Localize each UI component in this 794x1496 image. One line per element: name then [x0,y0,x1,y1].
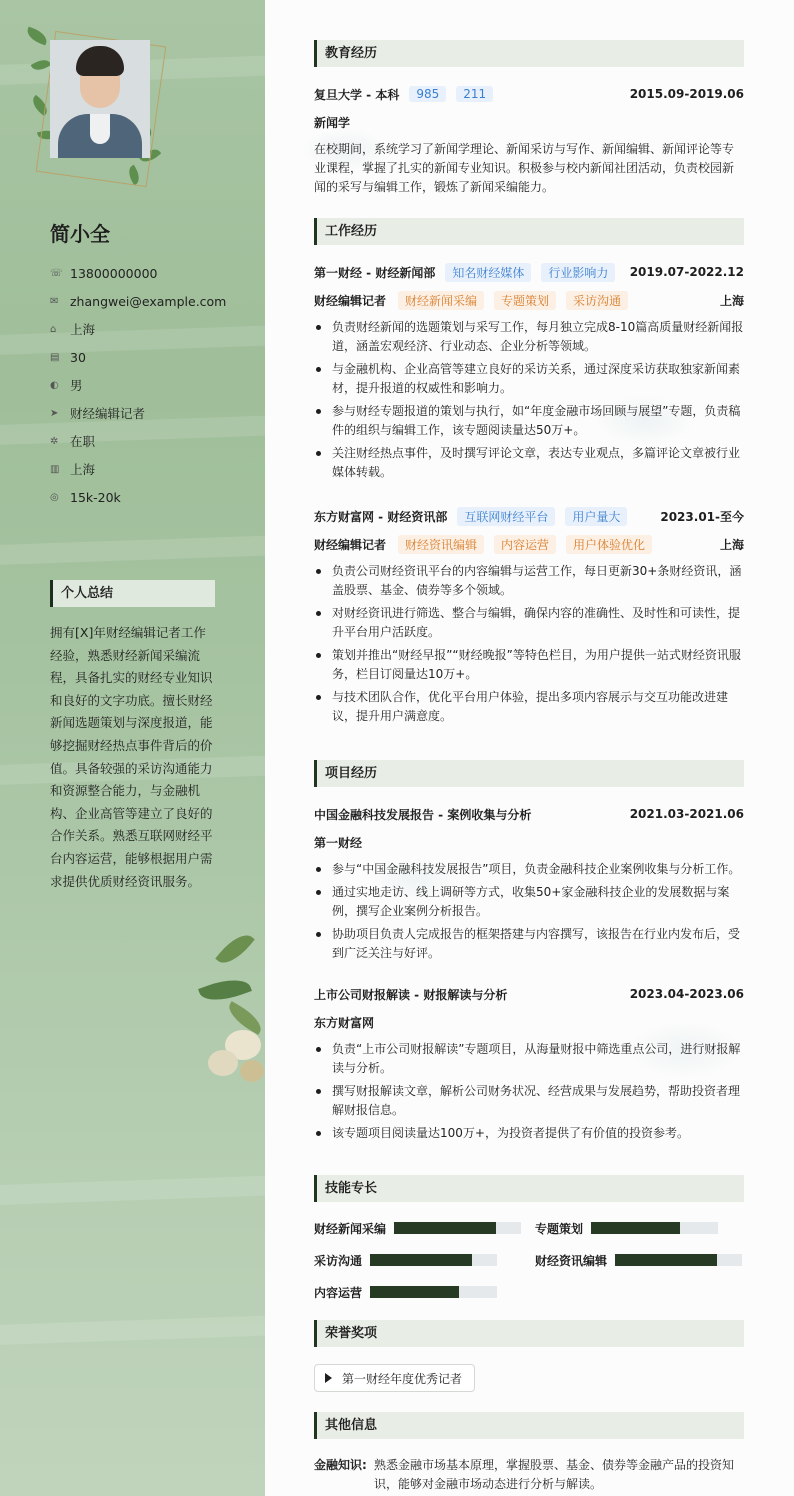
section-other-title: 其他信息 [314,1412,744,1439]
job-2-role-row [314,534,744,554]
job-1-skill: 专题策划 [494,291,556,310]
list-item: 与金融机构、企业高管等建立良好的采访关系，通过深度采访获取独家新闻素材，提升报道的权威性和影响力。 [314,360,744,398]
list-item: 负责公司财经资讯平台的内容编辑与运营工作，每日更新30+条财经资讯，涵盖股票、基金、债券等多个领域。 [314,562,744,600]
mail-icon: ✉ [50,295,59,307]
info-age: ▤ 30 [50,349,86,365]
job-1-tag: 行业影响力 [541,263,615,282]
skill-item [535,1218,718,1238]
sidebar [0,0,265,1496]
major-row [314,112,744,132]
job-2-role: 财经编辑记者 [314,537,387,552]
avatar-frame [30,20,175,200]
job-1-date: 2019.07-2022.12 [629,265,744,279]
skill-bar-fill [394,1222,496,1234]
skill-item [535,1250,742,1270]
project-1-org: 第一财经 [314,835,363,850]
skill-bar-fill [615,1254,717,1266]
job-2-skill: 用户体验优化 [566,535,652,554]
info-city: ▥ 上海 [50,462,96,477]
cake-icon: ▤ [50,351,60,363]
project-1-header [314,804,744,824]
job-1-skill: 财经新闻采编 [398,291,484,310]
info-gender: ◐ 男 [50,378,83,393]
job-2-tag: 互联网财经平台 [457,507,555,526]
list-item: 通过实地走访、线上调研等方式，收集50+家金融科技企业的发展数据与案例，撰写企业案例分析报告。 [314,883,744,921]
school-name: 复旦大学 - 本科 [314,87,400,102]
building-icon: ▥ [50,463,60,475]
job-1-bullets [314,318,744,486]
info-status: ✲ 在职 [50,434,96,449]
job-2-header [314,506,744,526]
phone-icon: ☏ [50,267,63,279]
skill-item [314,1218,521,1238]
project-2-header [314,984,744,1004]
award-item[interactable] [314,1364,475,1392]
list-item: 参与“中国金融科技发展报告”项目，负责金融科技企业案例收集与分析工作。 [314,860,744,879]
section-awards-title: 荣誉奖项 [314,1320,744,1347]
job-1-company: 第一财经 - 财经新闻部 [314,265,436,280]
list-item: 协助项目负责人完成报告的框架搭建与内容撰写，该报告在行业内发布后，受到广泛关注与好评。 [314,925,744,963]
contact-info-list [50,259,255,511]
job-2-skill: 财经资讯编辑 [398,535,484,554]
list-item: 负责“上市公司财报解读”专题项目，从海量财报中筛选重点公司，进行财报解读与分析。 [314,1040,744,1078]
job-2-bullets [314,562,744,730]
skill-bar [370,1254,497,1266]
send-icon: ➤ [50,407,59,419]
project-1-name: 中国金融科技发展报告 - 案例收集与分析 [314,807,532,822]
job-1-city: 上海 [719,293,744,308]
job-2-company: 东方财富网 - 财经资讯部 [314,509,448,524]
list-item: 该专题项目阅读量达100万+，为投资者提供了有价值的投资参考。 [314,1124,744,1143]
skill-bar-fill [370,1286,459,1298]
skill-item [314,1282,497,1302]
skill-bar [615,1254,742,1266]
info-salary: ◎ 15k-20k [50,489,121,505]
section-work-title: 工作经历 [314,218,744,245]
skill-item [314,1250,497,1270]
candidate-name: 简小全 [50,222,110,246]
list-item: 参与财经专题报道的策划与执行，如“年度金融市场回顾与展望”专题，负责稿件的组织与编辑工作，该专题阅读量达50万+。 [314,402,744,440]
skill-label: 内容运营 [314,1285,363,1300]
education-header [314,84,744,104]
info-position: ➤ 财经编辑记者 [50,406,146,421]
project-2-org: 东方财富网 [314,1015,375,1030]
section-projects-title: 项目经历 [314,760,744,787]
skill-bar-fill [591,1222,680,1234]
skill-bar [394,1222,521,1234]
info-phone: ☏ 13800000000 [50,265,158,281]
play-icon [325,1373,332,1383]
avatar [50,40,150,158]
project-2-bullets [314,1040,744,1147]
job-1-role: 财经编辑记者 [314,293,387,308]
skill-label: 财经资讯编辑 [535,1253,608,1268]
job-1-tag: 知名财经媒体 [445,263,531,282]
list-item: 策划并推出“财经早报”“财经晚报”等特色栏目，为用户提供一站式财经资讯服务，栏目订阅量达10万+。 [314,646,744,684]
award-label: 第一财经年度优秀记者 [342,1371,463,1386]
list-item: 负责财经新闻的选题策划与采写工作，每月独立完成8-10篇高质量财经新闻报道，涵盖宏观经济、行业动态、企业分析等领域。 [314,318,744,356]
skill-bar-fill [370,1254,472,1266]
skill-bar [591,1222,718,1234]
other-info-text: 熟悉金融市场基本原理，掌握股票、基金、债券等金融产品的投资知识，能够对金融市场动态进行分析与解读。 [374,1458,735,1491]
job-2-tag: 用户量大 [565,507,627,526]
tag-211: 211 [456,86,493,102]
project-1-date: 2021.03-2021.06 [629,807,744,821]
list-item: 与技术团队合作，优化平台用户体验，提出多项内容展示与交互功能改进建议，提升用户满意度。 [314,688,744,726]
skill-label: 财经新闻采编 [314,1221,387,1236]
education-date: 2015.09-2019.06 [629,87,744,101]
summary-text: 拥有[X]年财经编辑记者工作经验，熟悉财经新闻采编流程，具备扎实的财经专业知识和良好的文字功底。擅长财经新闻选题策划与深度报道，能够挖掘财经热点事件背后的价值。具备较强的采访沟通能力和资源整合能力，与金融机构、企业高管等建立了良好的合作关系。熟悉互联网财经平台内容运营，能够根据用户需求提供优质财经资讯服务。 [50,625,213,889]
skill-label: 采访沟通 [314,1253,363,1268]
section-skills-title: 技能专长 [314,1175,744,1202]
tag-985: 985 [409,86,446,102]
project-1-org-row [314,832,744,852]
education-desc: 在校期间，系统学习了新闻学理论、新闻采访与写作、新闻编辑、新闻评论等专业课程，掌握了扎实的新闻专业知识。积极参与校内新闻社团活动，负责校园新闻的采写与编辑工作，锻炼了新闻采编能力。 [314,142,735,194]
list-item: 撰写财报解读文章，解析公司财务状况、经营成果与发展趋势，帮助投资者理解财报信息。 [314,1082,744,1120]
other-info-row [314,1456,744,1494]
skill-bar [370,1286,497,1298]
project-2-date: 2023.04-2023.06 [629,987,744,1001]
summary-title: 个人总结 [50,580,215,607]
project-2-name: 上市公司财报解读 - 财报解读与分析 [314,987,508,1002]
job-2-date: 2023.01-至今 [660,509,744,524]
project-2-org-row [314,1012,744,1032]
list-item: 对财经资讯进行筛选、整合与编辑，确保内容的准确性、及时性和可读性，提升平台用户活跃度。 [314,604,744,642]
info-residence: ⌂ 上海 [50,322,96,337]
salary-icon: ◎ [50,491,59,503]
gender-icon: ◐ [50,379,59,391]
job-1-header [314,262,744,282]
job-1-skill: 采访沟通 [566,291,628,310]
status-icon: ✲ [50,435,59,447]
job-2-skill: 内容运营 [494,535,556,554]
major: 新闻学 [314,115,351,130]
info-email: ✉ zhangwei@example.com [50,293,227,309]
skill-label: 专题策划 [535,1221,584,1236]
section-education-title: 教育经历 [314,40,744,67]
job-2-city: 上海 [719,537,744,552]
project-1-bullets [314,860,744,967]
list-item: 关注财经热点事件，及时撰写评论文章，表达专业观点，多篇评论文章被行业媒体转载。 [314,444,744,482]
job-1-role-row [314,290,744,310]
other-info-label: 金融知识: [314,1458,367,1472]
home-icon: ⌂ [50,323,57,335]
